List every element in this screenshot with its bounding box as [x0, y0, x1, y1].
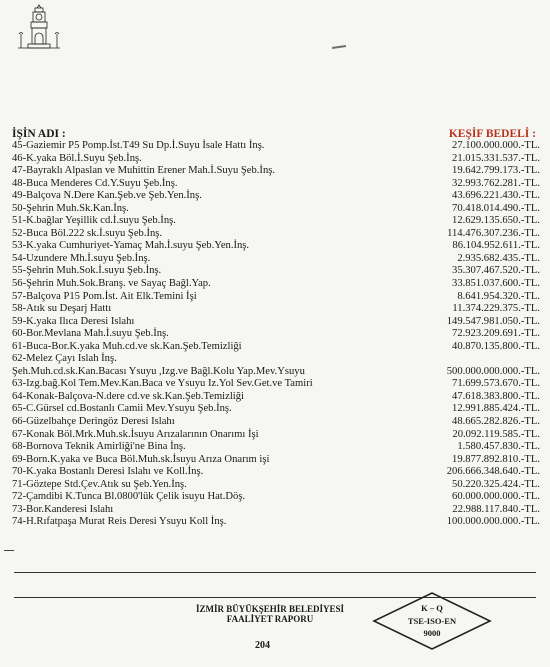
list-item: [12, 441, 540, 454]
cert-number-label: 9000: [423, 628, 441, 638]
work-name: 54-Uzundere Mh.İ.suyu Şeb.İnş.: [12, 252, 151, 264]
work-name: 47-Bayraklı Alpaslan ve Muhittin Erener Mah.İ.Suyu Şeb.İnş.: [12, 165, 276, 177]
list-item: [12, 291, 540, 304]
work-name: 71-Göztepe Std.Çev.Atık su Şeb.Yen.İnş.: [12, 478, 187, 490]
estimated-cost: 32.993.762.281.-TL.: [452, 177, 540, 189]
list-item: [12, 265, 540, 278]
estimated-cost: 100.000.000.000.-TL.: [446, 516, 540, 528]
work-name: 58-Atık su Deşarj Hattı: [12, 303, 112, 315]
estimated-cost: 71.699.573.670.-TL.: [452, 378, 540, 390]
list-item: [12, 303, 540, 316]
work-name: 66-Güzelbahçe Deringöz Deresi Islahı: [12, 416, 175, 428]
work-name: 59-K.yaka Ilıca Deresi Islahı: [12, 315, 135, 327]
work-name: 46-K.yaka Böl.İ.Suyu Şeb.İnş.: [12, 152, 142, 164]
work-name: 61-Buca-Bor.K.yaka Muh.cd.ve sk.Kan.Şeb.Temizliği: [12, 340, 242, 352]
work-name: Şeh.Muh.cd.sk.Kan.Bacası Ysuyu ,Izg.ve Bağl.Kolu Yap.Mev.Ysuyu: [12, 365, 305, 377]
list-item: [12, 366, 540, 379]
list-item: [12, 215, 540, 228]
work-name: 49-Balçova N.Dere Kan.Şeb.ve Şeb.Yen.İnş.: [12, 190, 202, 202]
work-name: 65-C.Gürsel cd.Bostanlı Camii Mev.Ysuyu Şeb.İnş.: [12, 403, 232, 415]
estimated-cost: 86.104.952.611.-TL.: [452, 240, 540, 252]
work-name: 45-Gaziemir P5 Pomp.İst.T49 Su Dp.İ.Suyu İsale Hattı İnş.: [12, 140, 265, 151]
list-item: [12, 240, 540, 253]
work-name: 60-Bor.Mevlana Mah.İ.suyu Şeb.İnş.: [12, 328, 169, 340]
work-name-header: İŞİN ADI :: [12, 128, 66, 140]
estimated-cost: 206.666.348.640.-TL.: [446, 466, 540, 478]
footer-rule-top: [14, 572, 536, 573]
page-number: 204: [255, 640, 270, 651]
work-name: 72-Çamdibi K.Tunca Bl.0800'lük Çelik isuyu Hat.Döş.: [12, 491, 246, 503]
ink-smudge: [332, 45, 346, 49]
estimated-cost: 114.476.307.236.-TL.: [447, 227, 540, 239]
estimated-cost: 1.580.457.830.-TL.: [457, 441, 540, 453]
list-item: [12, 454, 540, 467]
estimated-cost-header: KEŞİF BEDELİ :: [448, 128, 536, 140]
work-name: 69-Born.K.yaka ve Buca Böl.Muh.sk.İsuyu Arıza Onarım işi: [12, 453, 270, 465]
estimated-cost: 22.988.117.840.-TL.: [452, 503, 540, 515]
list-item: [12, 378, 540, 391]
list-item: [12, 153, 540, 166]
estimated-cost: 19.642.799.173.-TL.: [452, 165, 540, 177]
list-item: [12, 479, 540, 492]
work-name: 74-H.Rıfatpaşa Murat Reis Deresi Ysuyu Koll İnş.: [12, 516, 227, 528]
list-item: [12, 341, 540, 354]
list-item: [12, 328, 540, 341]
list-item: [12, 429, 540, 442]
organization-name: İZMİR BÜYÜKŞEHİR BELEDİYESİ: [195, 604, 345, 614]
list-item: [12, 178, 540, 191]
list-item: [12, 190, 540, 203]
cert-standard-label: TSE-ISO-EN: [407, 616, 457, 626]
work-name: 55-Şehrin Muh.Sok.İ.suyu Şeb.İnş.: [12, 265, 162, 277]
cert-kq-label: K – Q: [421, 603, 443, 613]
project-list: [12, 140, 540, 529]
estimated-cost: 72.923.209.691.-TL.: [452, 328, 540, 340]
estimated-cost: 35.307.467.520.-TL.: [452, 265, 540, 277]
estimated-cost: 70.418.014.490.-TL.: [452, 202, 540, 214]
list-item: [12, 353, 540, 366]
work-name: 53-K.yaka Cumhuriyet-Yamaç Mah.İ.suyu Şeb.Yen.İnş.: [12, 240, 250, 252]
work-name: 48-Buca Menderes Cd.Y.Suyu Şeb.İnş.: [12, 177, 178, 189]
estimated-cost: 47.618.383.800.-TL.: [452, 390, 540, 402]
work-name: 63-Izg.bağ.Kol Tem.Mev.Kan.Baca ve Ysuyu Iz.Yol Sev.Get.ve Tamiri: [12, 378, 313, 390]
estimated-cost: 2.935.682.435.-TL.: [457, 252, 540, 264]
estimated-cost: 33.851.037.600.-TL.: [452, 278, 540, 290]
work-name: 52-Buca Böl.222 sk.İ.suyu Şeb.İnş.: [12, 227, 163, 239]
list-item: [12, 466, 540, 479]
work-name: 67-Konak Böl.Mrk.Muh.sk.İsuyu Arızalarının Onarımı İşi: [12, 428, 259, 440]
list-item: [12, 278, 540, 291]
list-item: [12, 391, 540, 404]
list-item: [12, 228, 540, 241]
estimated-cost: 43.696.221.430.-TL.: [452, 190, 540, 202]
work-name: 57-Balçova P15 Pom.İst. Ait Elk.Temini İşi: [12, 290, 197, 302]
work-name: 62-Melez Çayı Islah İnş.: [12, 353, 117, 365]
estimated-cost: 40.870.135.800.-TL.: [452, 340, 540, 352]
list-item: [12, 516, 540, 529]
work-name: 50-Şehrin Muh.Sk.Kan.İnş.: [12, 202, 129, 214]
estimated-cost: 12.629.135.650.-TL.: [452, 215, 540, 227]
work-name: 56-Şehrin Muh.Sok.Branş. ve Sayaç Bağl.Yap.: [12, 278, 211, 290]
work-name: 73-Bor.Kanderesi Islahı: [12, 503, 114, 515]
estimated-cost: 19.877.892.810.-TL.: [452, 453, 540, 465]
list-item: [12, 165, 540, 178]
estimated-cost: 27.100.000.000.-TL.: [452, 140, 540, 151]
list-item: [12, 403, 540, 416]
estimated-cost: 21.015.331.537.-TL.: [452, 152, 540, 164]
list-header: [12, 128, 538, 140]
list-item: [12, 253, 540, 266]
estimated-cost: 149.547.981.050.-TL.: [446, 315, 540, 327]
list-item: [12, 316, 540, 329]
estimated-cost: 48.665.282.826.-TL.: [452, 416, 540, 428]
work-name: 68-Bornova Teknik Amirliği'ne Bina İnş.: [12, 441, 186, 453]
list-item: [12, 203, 540, 216]
estimated-cost: 60.000.000.000.-TL.: [452, 491, 540, 503]
estimated-cost: 20.092.119.585.-TL.: [452, 428, 540, 440]
footer-organization: [170, 604, 370, 624]
estimated-cost: 8.641.954.320.-TL.: [457, 290, 540, 302]
estimated-cost: 11.374.229.375.-TL.: [452, 303, 540, 315]
estimated-cost: 500.000.000.000.-TL.: [446, 365, 540, 377]
list-item: [12, 491, 540, 504]
clock-tower-icon: [18, 4, 60, 52]
estimated-cost: 50.220.325.424.-TL.: [452, 478, 540, 490]
work-name: 70-K.yaka Bostanlı Deresi Islahı ve Koll.İnş.: [12, 466, 204, 478]
list-item: [12, 504, 540, 517]
estimated-cost: 12.991.885.424.-TL.: [452, 403, 540, 415]
list-item: [12, 140, 540, 153]
margin-mark: [4, 550, 14, 551]
work-name: 51-K.bağlar Yeşillik cd.İ.suyu Şeb.İnş.: [12, 215, 176, 227]
report-name: FAALİYET RAPORU: [226, 614, 314, 624]
list-item: [12, 416, 540, 429]
work-name: 64-Konak-Balçova-N.dere cd.ve sk.Kan.Şeb.Temizliği: [12, 390, 244, 402]
